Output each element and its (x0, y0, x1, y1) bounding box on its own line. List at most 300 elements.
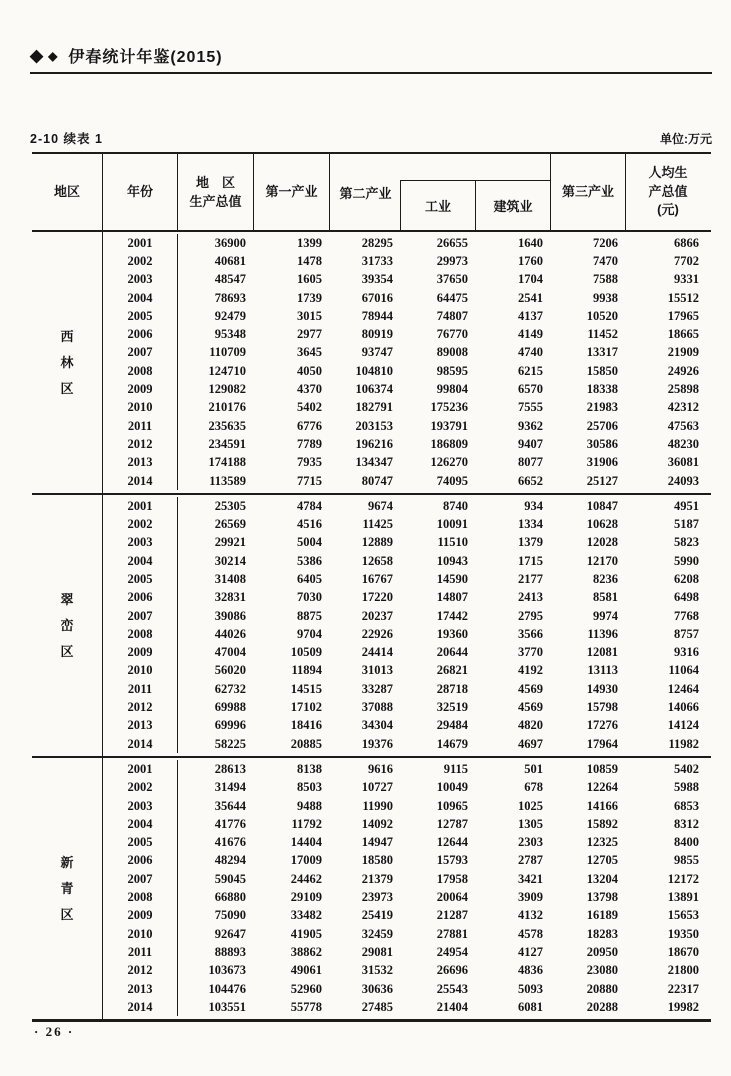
table-row (103, 815, 711, 833)
year-cell: 2014 (103, 472, 178, 490)
value-cell: 1760 (518, 253, 543, 268)
value-cell: 47004 (214, 645, 246, 660)
value-cell: 29109 (290, 890, 322, 905)
value-cell: 3770 (518, 645, 543, 660)
year-cell: 2014 (103, 735, 178, 753)
value-cell: 28718 (436, 681, 468, 696)
value-cell: 24093 (667, 473, 699, 488)
region-label-char: 区 (60, 906, 74, 922)
value-cell: 21983 (586, 400, 618, 415)
value-cell: 134347 (355, 455, 393, 470)
table-row (103, 607, 711, 625)
value-cell: 2303 (518, 835, 543, 850)
value-cell: 98595 (436, 363, 468, 378)
value-cell: 55778 (290, 999, 322, 1014)
section-rows (103, 495, 711, 756)
value-cell: 21909 (667, 345, 699, 360)
value-cell: 3015 (297, 308, 322, 323)
value-cell: 7030 (297, 590, 322, 605)
value-cell: 11792 (291, 816, 322, 831)
year-cell: 2003 (103, 534, 178, 552)
value-cell: 67016 (361, 290, 393, 305)
value-cell: 10847 (586, 498, 618, 513)
value-cell: 1478 (297, 253, 322, 268)
value-cell: 7768 (674, 608, 699, 623)
value-cell: 15798 (586, 700, 618, 715)
value-cell: 14166 (586, 798, 618, 813)
value-cell: 19360 (436, 626, 468, 641)
value-cell: 74095 (436, 473, 468, 488)
value-cell: 12464 (667, 681, 699, 696)
value-cell: 89008 (436, 345, 468, 360)
value-cell: 4697 (518, 736, 543, 751)
value-cell: 18283 (586, 926, 618, 941)
table-row (103, 888, 711, 906)
year-cell: 2007 (103, 870, 178, 888)
value-cell: 193791 (430, 418, 468, 433)
header-construction: 建筑业 (493, 199, 533, 214)
table-row (103, 515, 711, 533)
value-cell: 88893 (214, 944, 246, 959)
year-cell: 2001 (103, 760, 178, 778)
value-cell: 12705 (586, 853, 618, 868)
table-header-row (32, 154, 711, 232)
value-cell: 21379 (361, 871, 393, 886)
header-gdp-line2: 生产总值 (189, 194, 242, 209)
value-cell: 4370 (297, 382, 322, 397)
value-cell: 18665 (667, 327, 699, 342)
value-cell: 15512 (667, 290, 699, 305)
value-cell: 6652 (518, 473, 543, 488)
value-cell: 92479 (214, 308, 246, 323)
value-cell: 8077 (518, 455, 543, 470)
table-row (103, 852, 711, 870)
table-row (103, 644, 711, 662)
value-cell: 11990 (362, 798, 393, 813)
value-cell: 56020 (214, 663, 246, 678)
table-row (103, 252, 711, 270)
value-cell: 31408 (214, 571, 246, 586)
year-cell: 2011 (103, 680, 178, 698)
value-cell: 6081 (518, 999, 543, 1014)
value-cell: 14404 (290, 835, 322, 850)
year-cell: 2008 (103, 625, 178, 643)
region-label (32, 758, 103, 1019)
table-body (32, 232, 711, 1019)
region-label (32, 495, 103, 756)
value-cell: 10859 (586, 761, 618, 776)
value-cell: 8875 (297, 608, 322, 623)
header-percap-line3: (元) (657, 202, 679, 218)
year-cell: 2010 (103, 399, 178, 417)
value-cell: 12081 (586, 645, 618, 660)
value-cell: 6498 (674, 590, 699, 605)
value-cell: 8236 (593, 571, 618, 586)
value-cell: 14807 (436, 590, 468, 605)
value-cell: 1704 (518, 272, 543, 287)
value-cell: 41905 (290, 926, 322, 941)
year-cell: 2009 (103, 380, 178, 398)
value-cell: 11396 (587, 626, 618, 641)
value-cell: 7702 (674, 253, 699, 268)
value-cell: 10509 (290, 645, 322, 660)
region-label-char: 新 (60, 854, 74, 870)
year-cell: 2004 (103, 289, 178, 307)
value-cell: 26696 (436, 963, 468, 978)
value-cell: 129082 (208, 382, 246, 397)
table-row (103, 497, 711, 515)
value-cell: 42312 (667, 400, 699, 415)
value-cell: 9115 (443, 761, 468, 776)
district-section (32, 493, 711, 756)
value-cell: 9704 (297, 626, 322, 641)
value-cell: 4784 (297, 498, 322, 513)
value-cell: 16189 (586, 908, 618, 923)
header-gdp (178, 154, 254, 230)
value-cell: 8400 (674, 835, 699, 850)
year-cell: 2010 (103, 662, 178, 680)
value-cell: 29484 (436, 718, 468, 733)
year-cell: 2001 (103, 234, 178, 252)
value-cell: 12172 (667, 871, 699, 886)
value-cell: 18670 (667, 944, 699, 959)
table-row (103, 472, 711, 490)
value-cell: 41676 (214, 835, 246, 850)
value-cell: 5386 (297, 553, 322, 568)
year-cell: 2006 (103, 589, 178, 607)
value-cell: 1399 (297, 235, 322, 250)
value-cell: 78693 (214, 290, 246, 305)
year-cell: 2007 (103, 607, 178, 625)
value-cell: 186809 (430, 436, 468, 451)
value-cell: 80919 (361, 327, 393, 342)
year-cell: 2009 (103, 644, 178, 662)
value-cell: 9974 (593, 608, 618, 623)
value-cell: 14590 (436, 571, 468, 586)
value-cell: 17965 (667, 308, 699, 323)
value-cell: 32519 (436, 700, 468, 715)
value-cell: 7789 (297, 436, 322, 451)
value-cell: 3421 (518, 871, 543, 886)
value-cell: 2787 (518, 853, 543, 868)
value-cell: 1739 (297, 290, 322, 305)
value-cell: 95348 (214, 327, 246, 342)
value-cell: 69996 (214, 718, 246, 733)
value-cell: 103551 (208, 999, 246, 1014)
table-row (103, 870, 711, 888)
value-cell: 24414 (361, 645, 393, 660)
year-cell: 2013 (103, 454, 178, 472)
value-cell: 4740 (518, 345, 543, 360)
value-cell: 37088 (361, 700, 393, 715)
value-cell: 14124 (667, 718, 699, 733)
value-cell: 27881 (436, 926, 468, 941)
region-label (32, 232, 103, 493)
value-cell: 7555 (518, 400, 543, 415)
year-cell: 2004 (103, 552, 178, 570)
value-cell: 14066 (667, 700, 699, 715)
value-cell: 35644 (214, 798, 246, 813)
table-row (103, 454, 711, 472)
value-cell: 48230 (667, 436, 699, 451)
value-cell: 182791 (355, 400, 393, 415)
table-row (103, 344, 711, 362)
diamond-icon: ◆ (30, 46, 45, 65)
value-cell: 10091 (436, 517, 468, 532)
year-cell: 2005 (103, 307, 178, 325)
value-cell: 26655 (436, 235, 468, 250)
value-cell: 24926 (667, 363, 699, 378)
table-caption-row (30, 129, 712, 147)
value-cell: 25898 (667, 382, 699, 397)
header-secondary-industry: 第二产业 (339, 185, 392, 201)
value-cell: 13798 (586, 890, 618, 905)
value-cell: 934 (524, 498, 543, 513)
value-cell: 19376 (361, 736, 393, 751)
value-cell: 17009 (290, 853, 322, 868)
value-cell: 28295 (361, 235, 393, 250)
district-section (32, 756, 711, 1019)
year-cell: 2010 (103, 925, 178, 943)
year-cell: 2013 (103, 717, 178, 735)
value-cell: 14679 (436, 736, 468, 751)
table-row (103, 380, 711, 398)
value-cell: 21287 (436, 908, 468, 923)
header-rule (30, 72, 712, 74)
value-cell: 10628 (586, 517, 618, 532)
value-cell: 13204 (586, 871, 618, 886)
year-cell: 2001 (103, 497, 178, 515)
value-cell: 12658 (361, 553, 393, 568)
value-cell: 8503 (297, 780, 322, 795)
value-cell: 36900 (214, 235, 246, 250)
value-cell: 1715 (518, 553, 543, 568)
header-percap-line1: 人均生 (648, 164, 688, 180)
value-cell: 22926 (361, 626, 393, 641)
table-row (103, 834, 711, 852)
year-cell: 2003 (103, 271, 178, 289)
value-cell: 4820 (518, 718, 543, 733)
value-cell: 1334 (518, 517, 543, 532)
year-cell: 2008 (103, 888, 178, 906)
table-row (103, 779, 711, 797)
value-cell: 48547 (214, 272, 246, 287)
value-cell: 31733 (361, 253, 393, 268)
year-cell: 2012 (103, 698, 178, 716)
value-cell: 17958 (436, 871, 468, 886)
value-cell: 12787 (436, 816, 468, 831)
year-cell: 2014 (103, 998, 178, 1016)
diamond-icon: ◆ (48, 48, 59, 63)
table-row (103, 362, 711, 380)
value-cell: 4951 (674, 498, 699, 513)
value-cell: 9616 (368, 761, 393, 776)
table-row (103, 998, 711, 1016)
value-cell: 13113 (587, 663, 618, 678)
value-cell: 62732 (214, 681, 246, 696)
value-cell: 10049 (436, 780, 468, 795)
year-cell: 2013 (103, 980, 178, 998)
value-cell: 30214 (214, 553, 246, 568)
value-cell: 4516 (297, 517, 322, 532)
value-cell: 31494 (214, 780, 246, 795)
value-cell: 21404 (436, 999, 468, 1014)
value-cell: 78944 (361, 308, 393, 323)
value-cell: 12889 (361, 535, 393, 550)
year-cell: 2008 (103, 362, 178, 380)
value-cell: 1605 (297, 272, 322, 287)
value-cell: 4192 (518, 663, 543, 678)
value-cell: 15892 (586, 816, 618, 831)
value-cell: 80747 (361, 473, 393, 488)
value-cell: 3566 (518, 626, 543, 641)
value-cell: 678 (524, 780, 543, 795)
table-row (103, 925, 711, 943)
value-cell: 2413 (518, 590, 543, 605)
value-cell: 64475 (436, 290, 468, 305)
value-cell: 25419 (361, 908, 393, 923)
value-cell: 25305 (214, 498, 246, 513)
table-row (103, 625, 711, 643)
value-cell: 76770 (436, 327, 468, 342)
region-label-char: 峦 (60, 617, 74, 633)
value-cell: 8757 (674, 626, 699, 641)
value-cell: 47563 (667, 418, 699, 433)
region-label-char: 林 (60, 354, 74, 370)
value-cell: 25127 (586, 473, 618, 488)
value-cell: 75090 (214, 908, 246, 923)
value-cell: 19350 (667, 926, 699, 941)
value-cell: 17220 (361, 590, 393, 605)
value-cell: 1025 (518, 798, 543, 813)
book-header (30, 44, 712, 67)
value-cell: 10520 (586, 308, 618, 323)
value-cell: 113589 (209, 473, 246, 488)
value-cell: 31532 (361, 963, 393, 978)
value-cell: 210176 (208, 400, 246, 415)
value-cell: 8581 (593, 590, 618, 605)
value-cell: 20644 (436, 645, 468, 660)
value-cell: 4132 (518, 908, 543, 923)
table-row (103, 907, 711, 925)
value-cell: 6776 (297, 418, 322, 433)
header-percap-line2: 产总值 (648, 183, 688, 199)
value-cell: 25706 (586, 418, 618, 433)
value-cell: 28613 (214, 761, 246, 776)
value-cell: 3645 (297, 345, 322, 360)
value-cell: 20950 (586, 944, 618, 959)
value-cell: 9362 (518, 418, 543, 433)
value-cell: 24462 (290, 871, 322, 886)
value-cell: 8740 (443, 498, 468, 513)
value-cell: 7470 (593, 253, 618, 268)
table-row (103, 662, 711, 680)
value-cell: 104476 (208, 981, 246, 996)
table-row (103, 735, 711, 753)
value-cell: 36081 (667, 455, 699, 470)
value-cell: 6866 (674, 235, 699, 250)
value-cell: 14515 (290, 681, 322, 696)
value-cell: 27485 (361, 999, 393, 1014)
value-cell: 6570 (518, 382, 543, 397)
value-cell: 66880 (214, 890, 246, 905)
value-cell: 9316 (674, 645, 699, 660)
header-per-capita-gdp (626, 154, 710, 230)
table-row (103, 797, 711, 815)
value-cell: 14092 (361, 816, 393, 831)
value-cell: 44026 (214, 626, 246, 641)
value-cell: 20885 (290, 736, 322, 751)
year-cell: 2011 (103, 943, 178, 961)
value-cell: 124710 (208, 363, 246, 378)
value-cell: 33287 (361, 681, 393, 696)
value-cell: 20237 (361, 608, 393, 623)
value-cell: 30586 (586, 436, 618, 451)
book-title: 伊春统计年鉴(2015) (68, 49, 223, 66)
value-cell: 49061 (290, 963, 322, 978)
value-cell: 39086 (214, 608, 246, 623)
value-cell: 20288 (586, 999, 618, 1014)
table-row (103, 962, 711, 980)
value-cell: 1379 (518, 535, 543, 550)
value-cell: 4127 (518, 944, 543, 959)
value-cell: 12028 (586, 535, 618, 550)
value-cell: 2177 (518, 571, 543, 586)
table-row (103, 234, 711, 252)
value-cell: 39354 (361, 272, 393, 287)
value-cell: 25543 (436, 981, 468, 996)
value-cell: 103673 (208, 963, 246, 978)
value-cell: 5402 (297, 400, 322, 415)
value-cell: 29921 (214, 535, 246, 550)
table-row (103, 570, 711, 588)
year-cell: 2009 (103, 907, 178, 925)
region-label-char: 区 (60, 643, 74, 659)
value-cell: 48294 (214, 853, 246, 868)
value-cell: 33482 (290, 908, 322, 923)
value-cell: 12170 (586, 553, 618, 568)
value-cell: 6208 (674, 571, 699, 586)
value-cell: 11982 (668, 736, 699, 751)
value-cell: 15653 (667, 908, 699, 923)
value-cell: 31906 (586, 455, 618, 470)
value-cell: 14930 (586, 681, 618, 696)
table-row (103, 271, 711, 289)
year-cell: 2012 (103, 962, 178, 980)
region-label-char: 西 (60, 328, 74, 344)
value-cell: 11894 (291, 663, 322, 678)
page-number: · 26 · (34, 1024, 75, 1039)
value-cell: 14947 (361, 835, 393, 850)
year-cell: 2002 (103, 515, 178, 533)
value-cell: 104810 (355, 363, 393, 378)
value-cell: 4569 (518, 700, 543, 715)
value-cell: 37650 (436, 272, 468, 287)
table-row (103, 435, 711, 453)
year-cell: 2005 (103, 834, 178, 852)
year-cell: 2005 (103, 570, 178, 588)
year-cell: 2002 (103, 252, 178, 270)
value-cell: 15793 (436, 853, 468, 868)
value-cell: 13891 (667, 890, 699, 905)
header-primary-industry: 第一产业 (254, 154, 330, 230)
value-cell: 5402 (674, 761, 699, 776)
value-cell: 11452 (587, 327, 618, 342)
value-cell: 106374 (355, 382, 393, 397)
value-cell: 38862 (290, 944, 322, 959)
value-cell: 40681 (214, 253, 246, 268)
value-cell: 26821 (436, 663, 468, 678)
